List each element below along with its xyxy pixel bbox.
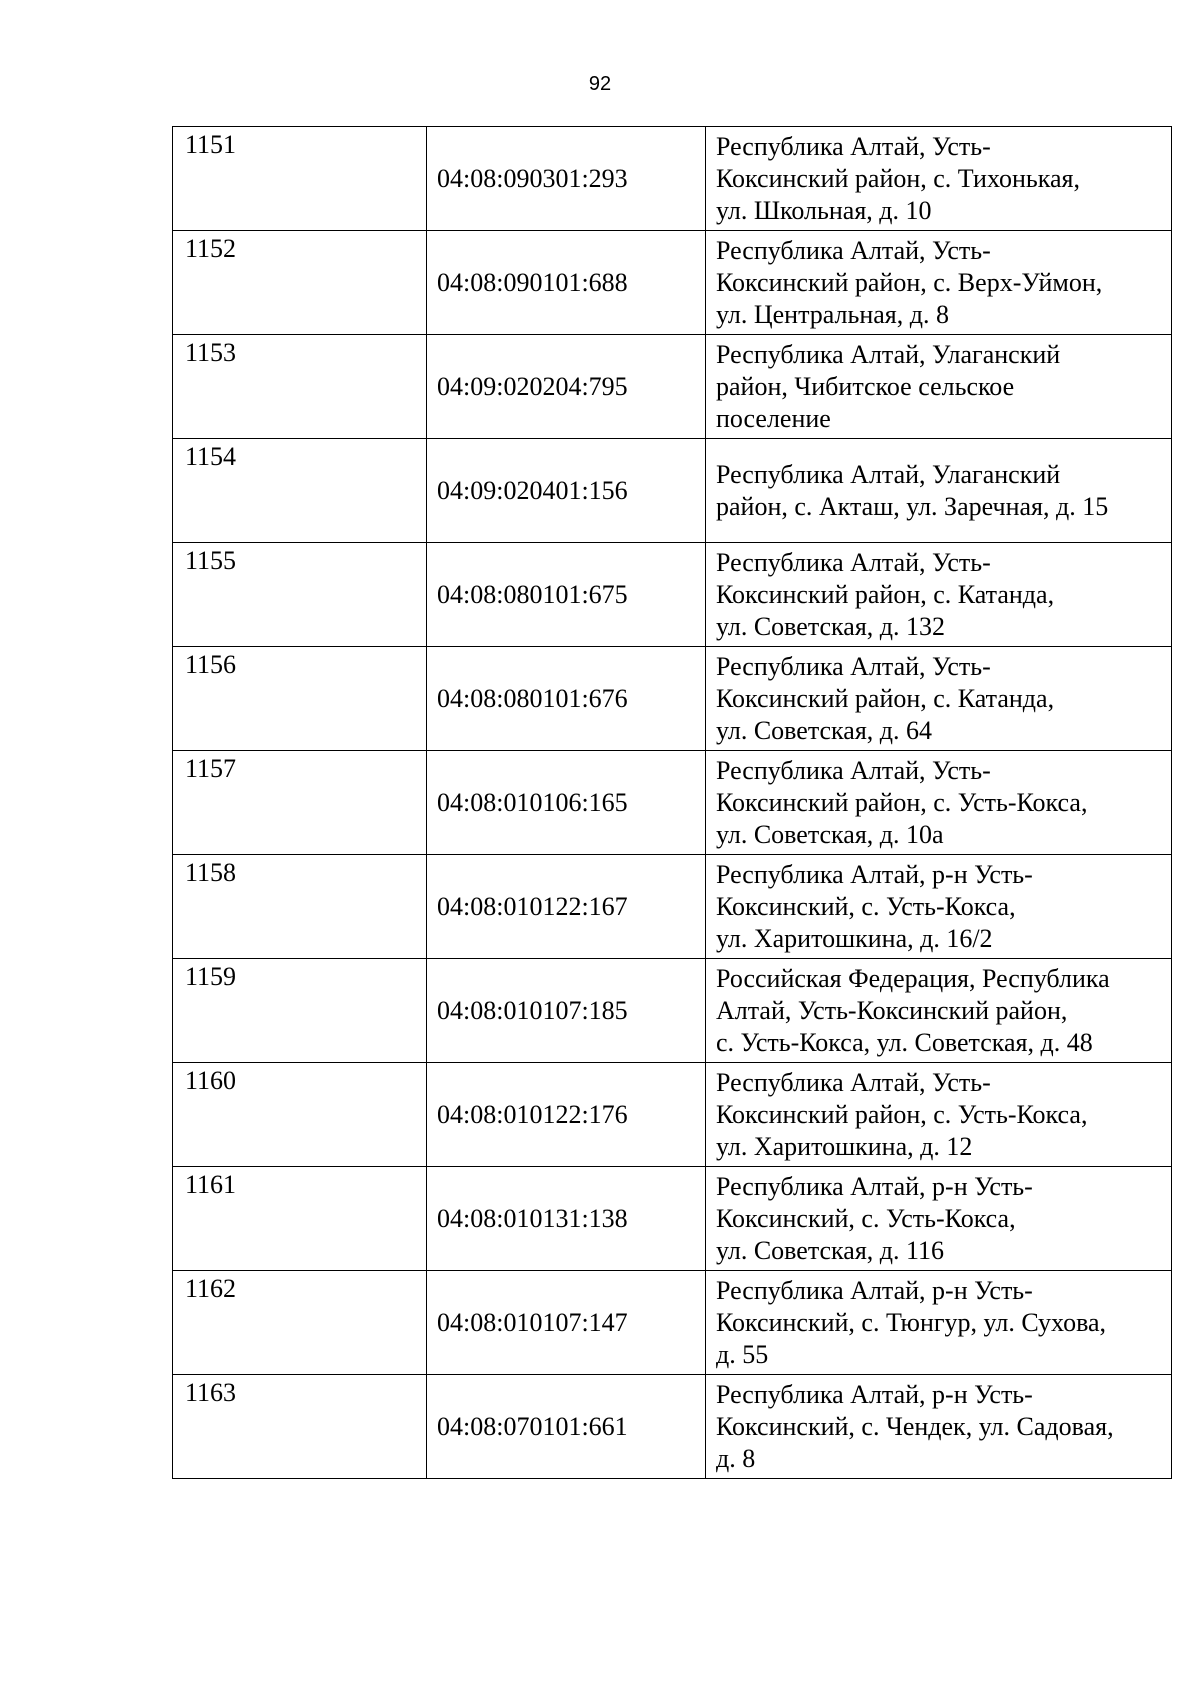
address-cell — [706, 335, 1172, 439]
address-line: ул. Советская, д. 64 — [716, 715, 933, 745]
address-line: Коксинский район, с. Верх-Уймон, — [716, 267, 1103, 297]
address-line: Российская Федерация, Республика — [716, 963, 1110, 993]
row-number-cell: 1162 — [173, 1271, 427, 1375]
table-row — [173, 231, 1172, 335]
table-row — [173, 127, 1172, 231]
address-line: Республика Алтай, р-н Усть- — [716, 859, 1033, 889]
address-line: ул. Советская, д. 116 — [716, 1235, 945, 1265]
address-line: Республика Алтай, Усть- — [716, 1067, 991, 1097]
registry-table — [172, 126, 1172, 1479]
address-line: Республика Алтай, Усть- — [716, 131, 991, 161]
row-number-cell: 1152 — [173, 231, 427, 335]
cadastral-number-cell: 04:08:010107:185 — [427, 959, 706, 1063]
address-cell — [706, 543, 1172, 647]
cadastral-number-cell: 04:08:010122:167 — [427, 855, 706, 959]
address-line: район, Чибитское сельское — [716, 371, 1015, 401]
address-line: ул. Советская, д. 132 — [716, 611, 946, 641]
table-row — [173, 1271, 1172, 1375]
cadastral-number-cell: 04:09:020204:795 — [427, 335, 706, 439]
row-number-cell: 1153 — [173, 335, 427, 439]
address-line: ул. Советская, д. 10а — [716, 819, 944, 849]
address-line: Коксинский, с. Чендек, ул. Садовая, — [716, 1411, 1114, 1441]
cadastral-number-cell: 04:08:010106:165 — [427, 751, 706, 855]
page-number: 92 — [588, 73, 612, 95]
row-number-cell: 1161 — [173, 1167, 427, 1271]
address-line: Республика Алтай, Усть- — [716, 235, 991, 265]
table-row — [173, 1167, 1172, 1271]
cadastral-number-cell: 04:08:010122:176 — [427, 1063, 706, 1167]
address-line: поселение — [716, 403, 831, 433]
registry-table-body — [173, 127, 1172, 1479]
address-cell — [706, 1167, 1172, 1271]
address-line: Республика Алтай, Улаганский — [716, 339, 1061, 369]
address-line: Республика Алтай, Усть- — [716, 547, 991, 577]
row-number-cell: 1154 — [173, 439, 427, 543]
cadastral-number-cell: 04:08:010107:147 — [427, 1271, 706, 1375]
table-row — [173, 647, 1172, 751]
cadastral-number-cell: 04:08:080101:676 — [427, 647, 706, 751]
cadastral-number-cell: 04:08:010131:138 — [427, 1167, 706, 1271]
address-line: Республика Алтай, Усть- — [716, 651, 991, 681]
cadastral-number-cell: 04:08:080101:675 — [427, 543, 706, 647]
row-number-cell: 1155 — [173, 543, 427, 647]
address-cell — [706, 959, 1172, 1063]
address-line: Коксинский район, с. Катанда, — [716, 683, 1055, 713]
address-line: Коксинский, с. Усть-Кокса, — [716, 891, 1016, 921]
address-line: Коксинский район, с. Усть-Кокса, — [716, 787, 1088, 817]
table-row — [173, 751, 1172, 855]
address-line: Республика Алтай, Улаганский — [716, 459, 1061, 489]
address-line: ул. Харитошкина, д. 12 — [716, 1131, 973, 1161]
table-row — [173, 1375, 1172, 1479]
address-line: Республика Алтай, Усть- — [716, 755, 991, 785]
address-line: Коксинский район, с. Усть-Кокса, — [716, 1099, 1088, 1129]
address-cell — [706, 231, 1172, 335]
address-cell — [706, 1063, 1172, 1167]
address-cell — [706, 127, 1172, 231]
address-line: Коксинский район, с. Катанда, — [716, 579, 1055, 609]
table-row — [173, 1063, 1172, 1167]
address-cell — [706, 1375, 1172, 1479]
cadastral-number-cell: 04:08:070101:661 — [427, 1375, 706, 1479]
address-cell — [706, 439, 1172, 543]
table-row — [173, 439, 1172, 543]
address-line: Алтай, Усть-Коксинский район, — [716, 995, 1068, 1025]
table-row — [173, 335, 1172, 439]
cadastral-number-cell: 04:08:090301:293 — [427, 127, 706, 231]
address-line: Республика Алтай, р-н Усть- — [716, 1275, 1033, 1305]
table-row — [173, 543, 1172, 647]
row-number-cell: 1160 — [173, 1063, 427, 1167]
address-line: ул. Центральная, д. 8 — [716, 299, 949, 329]
address-cell — [706, 647, 1172, 751]
address-line: Коксинский, с. Тюнгур, ул. Сухова, — [716, 1307, 1107, 1337]
table-row — [173, 959, 1172, 1063]
address-line: Коксинский, с. Усть-Кокса, — [716, 1203, 1016, 1233]
address-line: д. 8 — [716, 1443, 756, 1473]
row-number-cell: 1159 — [173, 959, 427, 1063]
address-cell — [706, 751, 1172, 855]
address-line: Республика Алтай, р-н Усть- — [716, 1171, 1033, 1201]
table-row — [173, 855, 1172, 959]
address-line: ул. Школьная, д. 10 — [716, 195, 932, 225]
row-number-cell: 1158 — [173, 855, 427, 959]
row-number-cell: 1163 — [173, 1375, 427, 1479]
row-number-cell: 1157 — [173, 751, 427, 855]
row-number-cell: 1151 — [173, 127, 427, 231]
row-number-cell: 1156 — [173, 647, 427, 751]
address-cell — [706, 855, 1172, 959]
address-line: район, с. Акташ, ул. Заречная, д. 15 — [716, 491, 1109, 521]
address-line: Коксинский район, с. Тихонькая, — [716, 163, 1080, 193]
address-cell — [706, 1271, 1172, 1375]
address-line: с. Усть-Кокса, ул. Советская, д. 48 — [716, 1027, 1093, 1057]
address-line: ул. Харитошкина, д. 16/2 — [716, 923, 993, 953]
address-line: д. 55 — [716, 1339, 769, 1369]
address-line: Республика Алтай, р-н Усть- — [716, 1379, 1033, 1409]
cadastral-number-cell: 04:09:020401:156 — [427, 439, 706, 543]
cadastral-number-cell: 04:08:090101:688 — [427, 231, 706, 335]
